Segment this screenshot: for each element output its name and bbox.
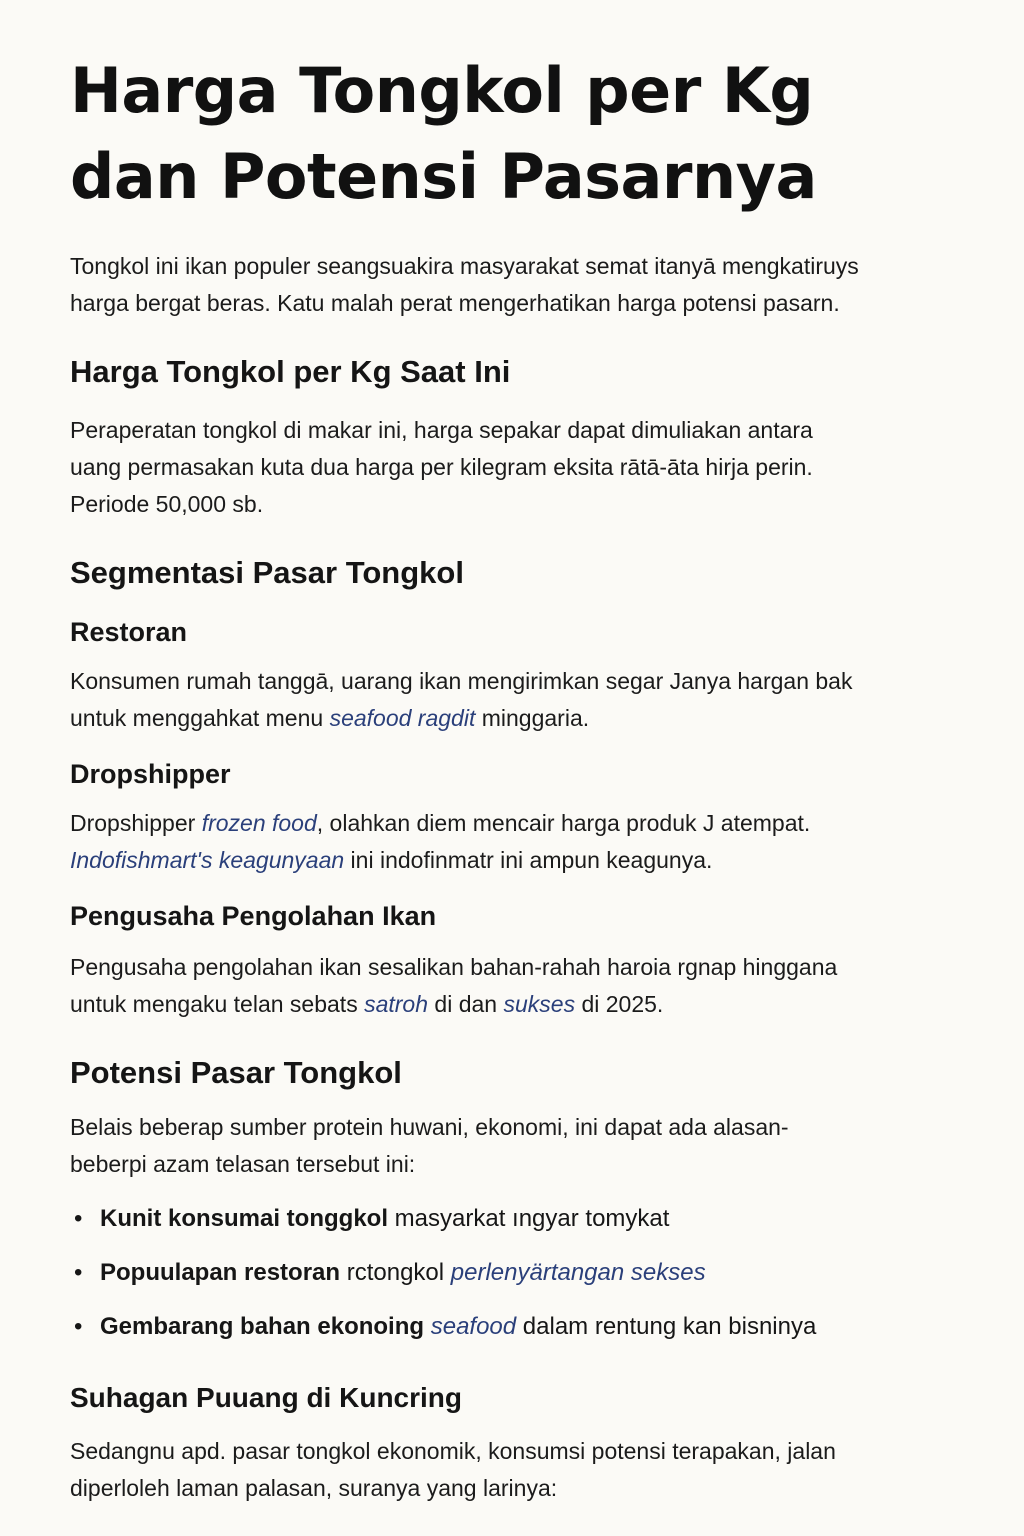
heading-dropshipper: Dropshipper: [70, 759, 231, 789]
price-paragraph: [70, 412, 954, 523]
bullet-bold: Kunit konsumai tonggkol: [100, 1205, 388, 1232]
title-line-1: Harga Tongkol per Kg: [70, 54, 814, 127]
bullet-dot: •: [74, 1313, 83, 1340]
price-line-3: Periode 50,000 sb.: [70, 491, 264, 517]
potential-paragraph: [70, 1109, 954, 1183]
pengusaha-line-1: Pengusaha pengolahan ikan sesalikan bahan-rahah haroia rgnap hinggana: [70, 954, 838, 980]
bullet-dot: •: [74, 1205, 83, 1232]
dropshipper-line-2-post: ini indofinmatr ini ampun keagunya.: [344, 847, 713, 873]
heading-price: Harga Tongkol per Kg Saat Ini: [70, 354, 511, 389]
list-item: [70, 1201, 954, 1237]
intro-paragraph: [70, 248, 954, 322]
bullet-link[interactable]: perlenyärtangan sekses: [450, 1259, 706, 1286]
intro-line-1: Tongkol ini ikan populer seangsuakira masyarakat semat itanyā mengkatiruys: [70, 253, 859, 279]
last-paragraph: [70, 1433, 954, 1507]
potential-line-1: Belais beberap sumber protein huwani, ekonomi, ini dapat ada alasan-: [70, 1114, 789, 1140]
list-item: [70, 1309, 954, 1345]
satroh-link[interactable]: satroh: [364, 991, 429, 1017]
restoran-seafood-link[interactable]: seafood ragdit: [329, 705, 476, 731]
bullet-dot: •: [74, 1259, 83, 1286]
restoran-paragraph: [70, 663, 954, 737]
pengusaha-line-2-pre: untuk mengaku telan sebats: [70, 991, 365, 1017]
bullet-text: [424, 1313, 431, 1340]
price-line-2: uang permasakan kuta dua harga per kilegram eksita rātā-āta hirja perin.: [70, 454, 813, 480]
pengusaha-line-2-post: di 2025.: [575, 991, 664, 1017]
last-line-2: diperloleh laman palasan, suranya yang larinya:: [70, 1475, 558, 1501]
pengusaha-paragraph: [70, 949, 954, 1023]
heading-last: Suhagan Puuang di Kuncring: [70, 1382, 462, 1413]
price-line-1: Peraperatan tongkol di makar ini, harga sepakar dapat dimuliakan antara: [70, 417, 813, 443]
restoran-line-2-pre: untuk menggahkat menu: [70, 705, 330, 731]
bullet-post: dalam rentung kan bisninya: [516, 1313, 817, 1340]
heading-pengusaha: Pengusaha Pengolahan Ikan: [70, 901, 437, 931]
heading-restoran: Restoran: [70, 617, 188, 647]
dropshipper-line-1-post: , olahkan diem mencair harga produk J atempat.: [316, 810, 811, 836]
indofishmart-link[interactable]: Indofishmart's keagunyaan: [70, 847, 345, 873]
frozen-food-link[interactable]: frozen food: [201, 810, 317, 836]
bullet-seafood-link[interactable]: seafood: [430, 1313, 517, 1340]
bullet-text: rctongkol: [340, 1259, 451, 1286]
bullet-bold: Gembarang bahan ekonoing: [100, 1313, 425, 1340]
page-title: [70, 48, 954, 220]
heading-potential: Potensi Pasar Tongkol: [70, 1055, 402, 1090]
bullet-bold: Popuulapan restoran: [100, 1259, 341, 1286]
potential-line-2: beberpi azam telasan tersebut ini:: [70, 1151, 416, 1177]
list-item: [70, 1255, 954, 1291]
pengusaha-line-2-mid: di dan: [428, 991, 504, 1017]
restoran-line-1: Konsumen rumah tanggā, uarang ikan mengirimkan segar Janya hargan bak: [70, 668, 853, 694]
intro-line-2: harga bergat beras. Katu malah perat mengerhatikan harga potensi pasarn.: [70, 290, 840, 316]
dropshipper-line-1-pre: Dropshipper: [70, 810, 202, 836]
last-line-1: Sedangnu apd. pasar tongkol ekonomik, konsumsi potensi terapakan, jalan: [70, 1438, 836, 1464]
heading-segmentation: Segmentasi Pasar Tongkol: [70, 555, 464, 590]
potential-bullet-list: [70, 1201, 954, 1345]
restoran-line-2-post: minggaria.: [475, 705, 590, 731]
sukses-link[interactable]: sukses: [503, 991, 576, 1017]
bullet-text: masyarkat ıngyar tomykat: [388, 1205, 670, 1232]
dropshipper-paragraph: [70, 805, 954, 879]
title-line-2: dan Potensi Pasarnya: [70, 140, 817, 213]
